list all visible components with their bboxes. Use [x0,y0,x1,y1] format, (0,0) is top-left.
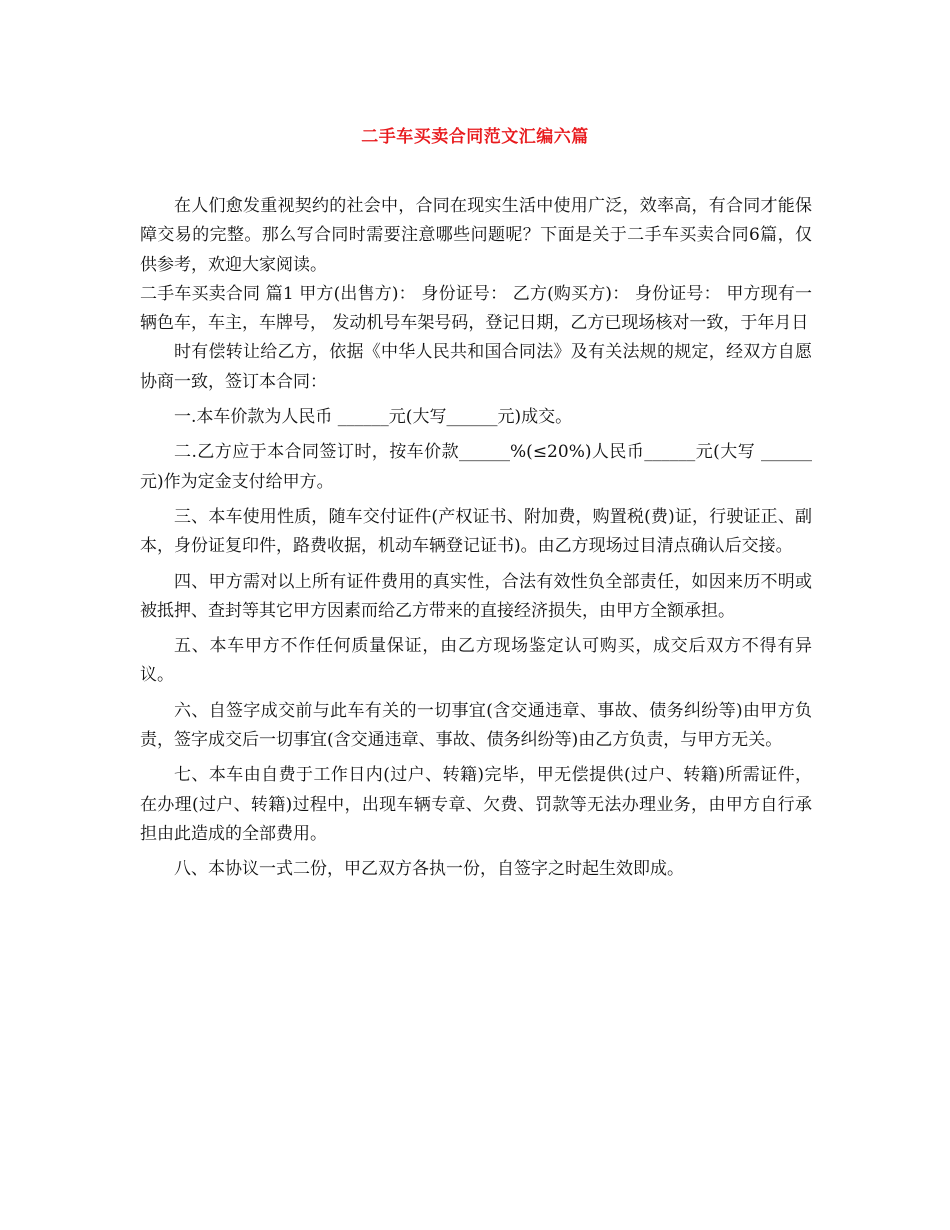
paragraph-contract-heading: 二手车买卖合同 篇1 甲方(出售方)： 身份证号： 乙方(购买方)： 身份证号： 甲方现有一辆色车，车主，车牌号， 发动机号车架号码，登记日期，乙方已现场核对一致，于年月日 [140,283,812,334]
paragraph-clause-5: 五、本车甲方不作任何质量保证，由乙方现场鉴定认可购买，成交后双方不得有异议。 [140,636,812,686]
paragraph-clause-6: 六、自签字成交前与此车有关的一切事宜(含交通违章、事故、债务纠纷等)由甲方负责，签字成交后一切事宜(含交通违章、事故、债务纠纷等)由乙方负责，与甲方无关。 [140,700,812,751]
paragraph-clause-4: 四、甲方需对以上所有证件费用的真实性，合法有效性负全部责任，如因来历不明或被抵押、查封等其它甲方因素而给乙方带来的直接经济损失，由甲方全额承担。 [140,571,812,621]
paragraph-clause-2: 二.乙方应于本合同签订时，按车价款______%(≤20%)人民币______元(大写 ______元)作为定金支付给甲方。 [140,442,812,492]
paragraph-transfer: 时有偿转让给乙方，依据《中华人民共和国合同法》及有关法规的规定，经双方自愿协商一致，签订本合同： [140,342,812,392]
paragraph-clause-8: 八、本协议一式二份，甲乙双方各执一份，自签字之时起生效即成。 [174,859,684,880]
paragraph-clause-1: 一.本车价款为人民币 ______元(大写______元)成交。 [174,407,573,428]
paragraph-intro: 在人们愈发重视契约的社会中，合同在现实生活中使用广泛，效率高，有合同才能保障交易的完整。那么写合同时需要注意哪些问题呢？下面是关于二手车买卖合同6篇，仅供参考，欢迎大家阅读。 [140,196,812,275]
document-title: 二手车买卖合同范文汇编六篇 [361,127,589,147]
document-body [140,192,812,885]
paragraph-clause-3: 三、本车使用性质，随车交付证件(产权证书、附加费，购置税(费)证，行驶证正、副本，身份证复印件，路费收据，机动车辆登记证书)。由乙方现场过目清点确认后交接。 [140,506,812,557]
paragraph-clause-7: 七、本车由自费于工作日内(过户、转籍)完毕，甲无偿提供(过户、转籍)所需证件，在办理(过户、转籍)过程中，出现车辆专章、欠费、罚款等无法办理业务，由甲方自行承担由此造成的全部费用。 [140,765,812,844]
